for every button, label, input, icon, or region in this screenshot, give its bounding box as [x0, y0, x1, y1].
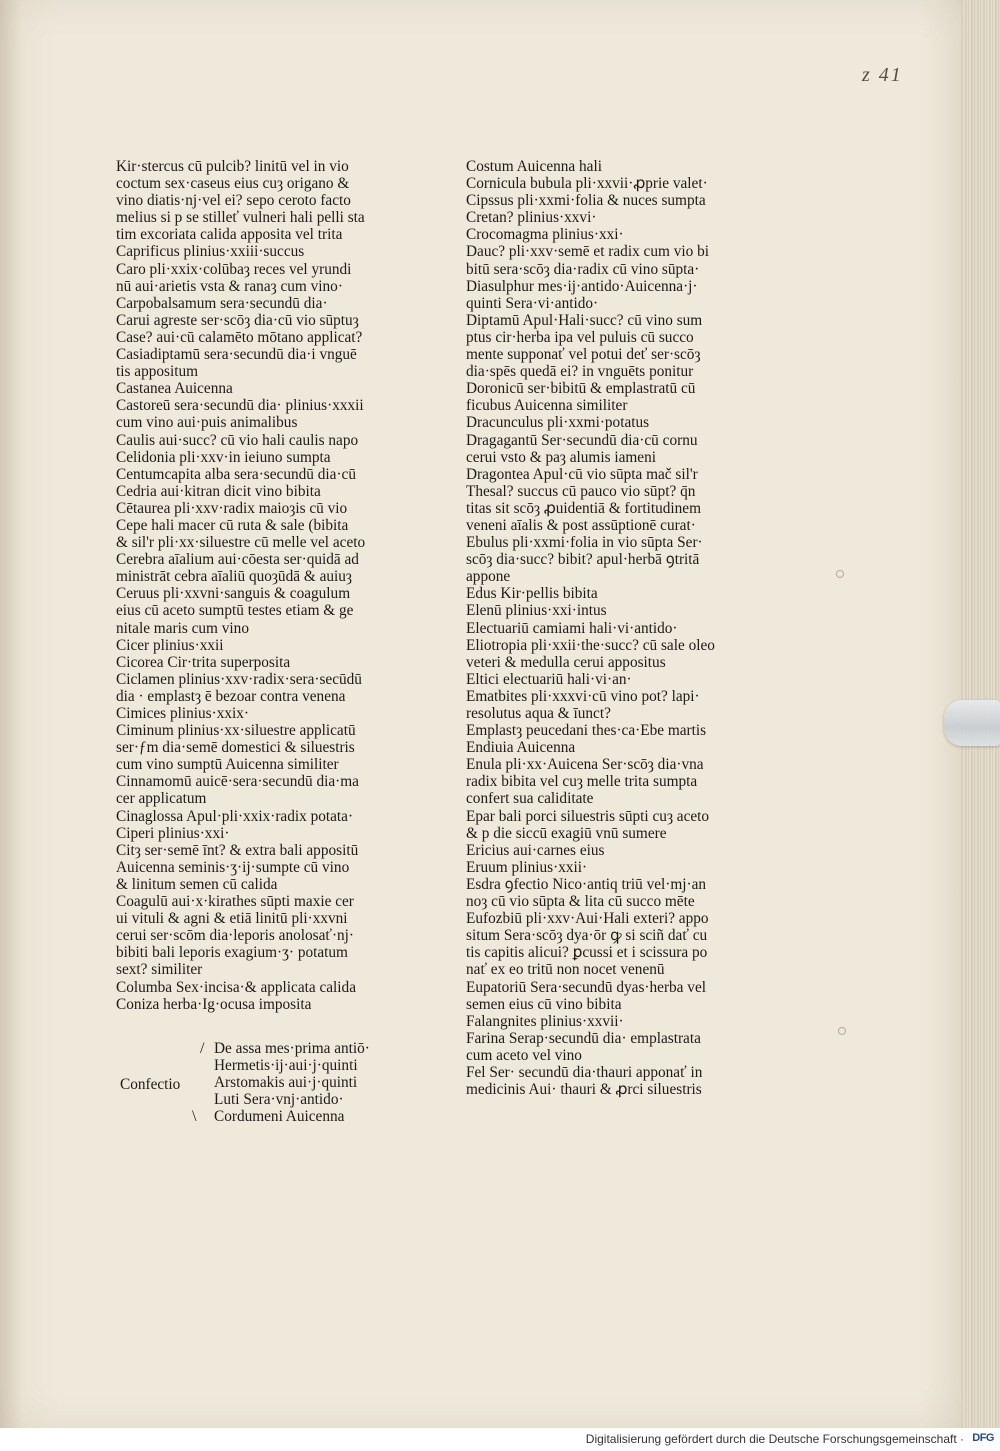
footer-bar — [0, 1428, 1000, 1451]
text-line: Cicer plinius·xxii — [116, 636, 224, 654]
text-line: Ericius aui·carnes eius — [466, 841, 605, 859]
confectio-label: Confectio — [120, 1076, 181, 1093]
text-line: Carpobalsamum sera·secundū dia· — [116, 294, 328, 312]
text-line: Castanea Auicenna — [116, 380, 233, 398]
text-line: nitale maris cum vino — [116, 619, 249, 637]
text-line: veneni aīalis & post assūptionē curat· — [466, 516, 696, 534]
text-line: Ciminum plinius·xx·siluestre applicatū — [116, 722, 356, 740]
text-line: Arstomakis aui·j·quinti — [214, 1074, 358, 1092]
text-line: eius cū aceto sumptū testes etiam & ge — [116, 602, 354, 620]
text-line: tim excoriata calida apposita vel trita — [116, 226, 343, 244]
text-line: medicinis Aui· thauri & ꝓrci siluestris — [466, 1081, 702, 1099]
text-line: mente supponať vel potui deť ser·scōȝ — [466, 346, 701, 364]
text-line: cerui vsto & paȝ alumis iameni — [466, 448, 656, 466]
text-line: Eruum plinius·xxii· — [466, 858, 588, 876]
text-line: Dauc? pli·xxv·semē et radix cum vio bi — [466, 243, 709, 261]
text-line: Cicorea Cir·trita superposita — [116, 653, 291, 671]
left-text-column — [116, 158, 365, 1013]
confectio-group — [116, 1040, 446, 1130]
text-line: nať ex eo tritū non nocet venenū — [466, 961, 665, 979]
bookmark-ribbon — [944, 700, 1000, 746]
text-line: Doronicū ser·bibitū & emplastratū cū — [466, 380, 696, 398]
text-line: Centumcapita alba sera·secundū dia·cū — [116, 465, 356, 483]
text-line: Auicenna seminis·ʒ·ij·sumpte cū vino — [116, 858, 350, 876]
text-line: ministrāt cebra aīaliū quoȝūdā & auiuȝ — [116, 568, 352, 586]
text-line: resolutus aqua & īunct? — [466, 705, 611, 722]
paper-hole — [836, 570, 844, 578]
text-line: ficubus Auicenna similiter — [466, 397, 628, 415]
text-line: Cerebra aīalium aui·cōesta ser·quidā ad — [116, 551, 359, 569]
text-line: Cepe hali macer cū ruta & sale (bibita — [116, 516, 349, 534]
text-line: Dracunculus pli·xxmi·potatus — [466, 414, 650, 432]
text-line: Emplastȝ peucedani thes·ca·Ebe martis — [466, 722, 707, 740]
text-line: Eufozbiū pli·xxv·Aui·Hali exteri? appo — [466, 910, 709, 928]
text-line: Castoreū sera·secundū dia· plinius·xxxii — [116, 397, 364, 415]
text-line: cum vino sumptū Auicenna similiter — [116, 756, 339, 774]
text-line: vino diatis·nj·vel ei? sepo ceroto facto — [116, 192, 351, 210]
text-line: Cinaglossa Apul·pli·xxix·radix potata· — [116, 807, 354, 825]
brace-top-mark: / — [200, 1040, 205, 1057]
text-line: De assa mes·prima antiō· — [214, 1040, 370, 1057]
text-line: ser·ƒm dia·semē domestici & siluestris — [116, 739, 355, 757]
text-line: Ebulus pli·xxmi·folia in vio sūpta Ser· — [466, 534, 703, 552]
text-line: coctum sex·caseus eius cuȝ origano & — [116, 175, 350, 193]
text-line: Eltici electuariū hali·vi·an· — [466, 670, 632, 688]
text-line: Dragagantū Ser·secundū dia·cū cornu — [466, 431, 698, 449]
funding-notice: Digitalisierung gefördert durch die Deutsche Forschungsgemeinschaft · — [585, 1432, 964, 1446]
paper-hole — [838, 1027, 846, 1035]
text-line: sext? similiter — [116, 961, 203, 979]
text-line: Enula pli·xx·Auicena Ser·scōȝ dia·vna — [466, 756, 704, 774]
text-line: Elenū plinius·xxi·intus — [466, 602, 607, 620]
text-line: Columba Sex·incisa·& applicata calida — [116, 978, 356, 996]
text-line: nū aui·arietis vsta & ranaȝ cum vino· — [116, 277, 343, 295]
text-line: Farina Serap·secundū dia· emplastrata — [466, 1029, 701, 1047]
text-line: Coagulū aui·x·kirathes sūpti maxie cer — [116, 893, 354, 911]
text-line: melius si p se stilleť vulneri hali pelli sta — [116, 209, 365, 227]
text-line: Cipssus pli·xxmi·folia & nuces sumpta — [466, 192, 706, 210]
text-line: Eupatoriū Sera·secundū dyas·herba vel — [466, 978, 706, 996]
text-line: Falangnites plinius·xxvii· — [466, 1012, 624, 1030]
text-line: ui vituli & agni & etiā linitū pli·xxvni — [116, 910, 348, 928]
dfg-logo-icon: DFG — [972, 1432, 994, 1444]
text-line: Cētaurea pli·xxv·radix maioȝis cū vio — [116, 499, 348, 517]
text-line: quinti Sera·vi·antido· — [466, 294, 599, 312]
text-line: dia·spēs quedā ei? in vnguēts ponitur — [466, 363, 694, 381]
text-line: semen eius cū vino bibita — [466, 995, 622, 1013]
text-line: titas sit scōȝ ꝓuidentiā & fortitudinem — [466, 499, 701, 517]
text-line: Fel Ser· secundū dia·thauri apponať in — [466, 1063, 703, 1081]
text-line: Epar bali porci siluestris sūpti cuȝ aceto — [466, 807, 710, 825]
text-line: scōȝ dia·succ? bibit? apul·herbā ꝯtritā — [466, 551, 700, 569]
confectio-items — [214, 1040, 370, 1125]
text-line: noȝ cū vio sūpta & lita cū succo mēte — [466, 893, 695, 911]
text-line: cum vino aui·puis animalibus — [116, 414, 298, 432]
text-line: Ciclamen plinius·xxv·radix·sera·secūdū — [116, 670, 362, 688]
text-line: Cretan? plinius·xxvi· — [466, 209, 597, 227]
text-line: Hermetis·ij·aui·j·quinti — [214, 1057, 358, 1075]
text-line: Cimices plinius·xxix· — [116, 705, 249, 722]
text-line: appone — [466, 568, 511, 586]
text-line: Electuariū camiami hali·vi·antido· — [466, 619, 678, 637]
text-line: Dragontea Apul·cū vio sūpta mač sil'r — [466, 465, 698, 483]
text-line: bitū sera·scōȝ dia·radix cū vino sūpta· — [466, 260, 700, 278]
text-line: tis capitis alicui? ꝑcussi et i scissura po — [466, 944, 708, 962]
text-line: Ematbites pli·xxxvi·cū vino pot? lapi· — [466, 687, 700, 705]
text-line: Cornicula bubula pli·xxvii·ꝓprie valet· — [466, 175, 708, 193]
text-line: ptus cir·herba ipa vel puluis cū succo — [466, 328, 694, 346]
brace-bottom-mark: \ — [192, 1108, 197, 1125]
text-line: radix bibita vel cuȝ melle trita sumpta — [466, 773, 698, 791]
text-line: Celidonia pli·xxv·in ieiuno sumpta — [116, 448, 331, 466]
text-line: situm Sera·scōȝ dya·ōr ꝙ si sciñ dať cu — [466, 927, 708, 945]
text-line: Coniza herba·Ig·ocusa imposita — [116, 995, 312, 1013]
text-line: Cedria aui·kitran dicit vino bibita — [116, 482, 321, 500]
text-line: cum aceto vel vino — [466, 1046, 582, 1064]
text-line: veteri & medulla cerui appositus — [466, 653, 666, 671]
text-line: Caulis aui·succ? cū vio hali caulis napo — [116, 431, 359, 449]
text-line: Diptamū Apul·Hali·succ? cū vino sum — [466, 311, 703, 329]
text-line: & linitum semen cū calida — [116, 875, 278, 893]
text-line: Crocomagma plinius·xxi· — [466, 226, 624, 244]
text-line: & sil'r pli·xx·siluestre cū melle vel aceto — [116, 534, 366, 552]
text-line: Esdra ꝯfectio Nico·antiq triū vel·mj·an — [466, 875, 707, 893]
text-line: Costum Auicenna hali — [466, 158, 602, 175]
text-line: Ceruus pli·xxvni·sanguis & coagulum — [116, 585, 351, 603]
folio-mark: z 41 — [862, 64, 903, 86]
text-line: Endiuia Auicenna — [466, 739, 576, 757]
text-line: Ciperi plinius·xxi· — [116, 824, 230, 842]
text-line: dia · emplastȝ ē bezoar contra venena — [116, 687, 346, 705]
text-line: Carui agreste ser·scōȝ dia·cū vio sūptuȝ — [116, 311, 359, 329]
text-line: cerui ser·scōm dia·leporis anolosať·nj· — [116, 927, 355, 945]
text-line: Caro pli·xxix·colūbaȝ reces vel yrundi — [116, 260, 352, 278]
text-line: confert sua caliditate — [466, 790, 594, 808]
right-text-column — [466, 158, 715, 1098]
text-line: Eliotropia pli·xxii·the·succ? cū sale oleo — [466, 636, 715, 654]
text-line: Cinnamomū auicē·sera·secundū dia·ma — [116, 773, 359, 791]
text-line: Cordumeni Auicenna — [214, 1108, 345, 1126]
text-line: Casiadiptamū sera·secundū dia·i vnguē — [116, 346, 357, 364]
text-line: cer applicatum — [116, 790, 207, 808]
text-line: & p die siccū exagiū vnū sumere — [466, 824, 667, 842]
text-line: Edus Kir·pellis bibita — [466, 585, 598, 603]
text-line: Luti Sera·vnj·antido· — [214, 1091, 344, 1109]
text-line: tis appositum — [116, 363, 199, 381]
text-line: bibiti bali leporis exagium·ʒ· potatum — [116, 944, 348, 962]
text-line: Caprificus plinius·xxiii·succus — [116, 243, 305, 261]
text-line: Kir·stercus cū pulcib? linitū vel in vio — [116, 158, 349, 175]
text-line: Thesal? succus cū pauco vio sūpt? q̄n — [466, 482, 696, 500]
text-line: Case? aui·cū calamēto mōtano applicat? — [116, 328, 363, 346]
text-line: Diasulphur mes·ij·antido·Auicenna·j· — [466, 277, 698, 295]
text-line: Citȝ ser·semē īnt? & extra bali appositū — [116, 841, 359, 859]
